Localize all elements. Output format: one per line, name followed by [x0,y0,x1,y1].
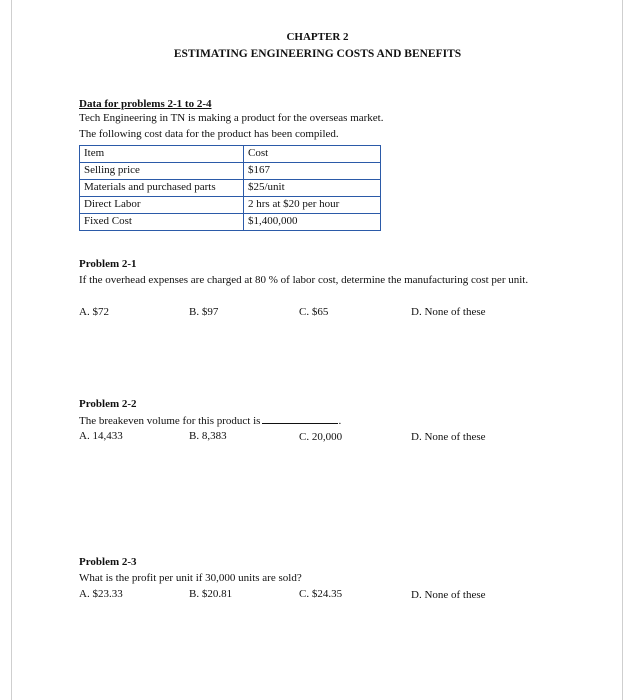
data-intro-line-2: The following cost data for the product has been compiled. [79,128,339,140]
table-cell: $167 [244,163,381,180]
answer-choice-d: D. None of these [411,431,486,443]
answer-choice-c: C. $65 [299,306,329,318]
problem-text: What is the profit per unit if 30,000 units are sold? [79,572,302,584]
answer-choice-d: D. None of these [411,306,486,318]
problem-text-start: The breakeven volume for this product is [79,415,261,427]
cost-data-table [79,145,381,231]
table-row [80,180,381,197]
table-cell: Selling price [80,163,244,180]
chapter-title: ESTIMATING ENGINEERING COSTS AND BENEFITS [173,48,462,60]
page-border-right [622,0,623,700]
answer-choice-c: C. $24.35 [299,588,343,600]
answer-blank [262,414,338,424]
problem-title: Problem 2-1 [79,258,137,270]
problem-text [79,414,569,428]
table-cell: $25/unit [244,180,381,197]
table-header-row [80,146,381,163]
table-header-cost: Cost [244,146,381,163]
table-row [80,197,381,214]
table-cell: 2 hrs at $20 per hour [244,197,381,214]
problem-text: If the overhead expenses are charged at 80 % of labor cost, determine the manufacturing cost per unit. [79,274,529,286]
table-cell: Fixed Cost [80,214,244,231]
problem-title: Problem 2-3 [79,556,137,568]
answer-choice-a: A. 14,433 [79,430,123,442]
problem-title: Problem 2-2 [79,398,137,410]
answer-choice-a: A. $23.33 [79,588,123,600]
table-cell: $1,400,000 [244,214,381,231]
page-border-left [11,0,12,700]
table-header-item: Item [80,146,244,163]
answer-choice-c: C. 20,000 [299,431,343,443]
answer-choice-a: A. $72 [79,306,109,318]
answer-choice-b: B. $20.81 [189,588,233,600]
chapter-heading: CHAPTER 2 [286,31,349,43]
data-intro-line-1: Tech Engineering in TN is making a product for the overseas market. [79,112,384,124]
table-cell: Materials and purchased parts [80,180,244,197]
data-section-heading: Data for problems 2-1 to 2-4 [79,98,212,110]
table-row [80,214,381,231]
table-cell: Direct Labor [80,197,244,214]
table-row [80,163,381,180]
answer-choice-d: D. None of these [411,589,486,601]
answer-choice-b: B. 8,383 [189,430,227,442]
answer-choice-b: B. $97 [189,306,219,318]
problem-text-end: . [338,415,342,427]
